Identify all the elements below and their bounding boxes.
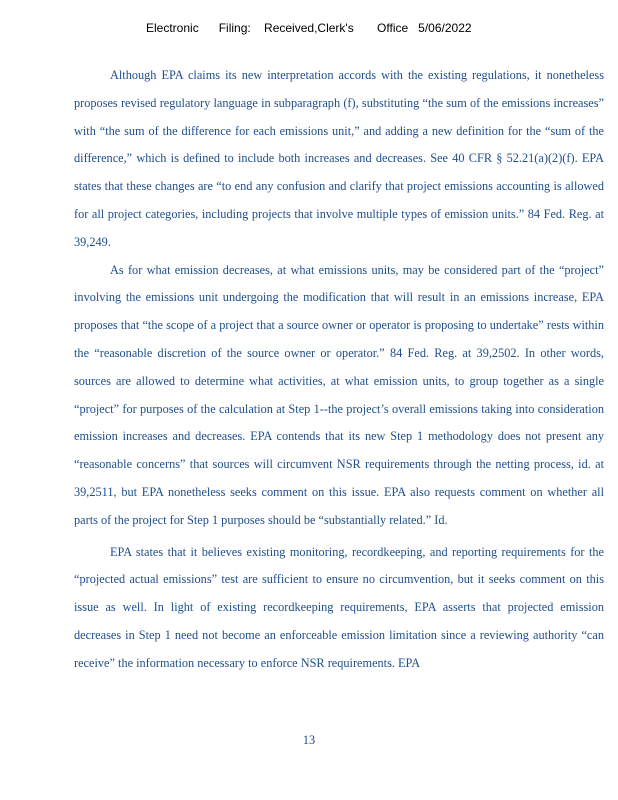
document-body xyxy=(74,62,604,678)
filing-stamp-header: Electronic Filing: Received,Clerk's Office 5/06/2022 xyxy=(146,21,472,35)
paragraph-3 xyxy=(74,539,604,678)
paragraph-1 xyxy=(74,62,604,257)
page-number: 13 xyxy=(302,733,316,747)
paragraph-1-text: Although EPA claims its new interpretation accords with the existing regulations, it nonetheless proposes revised regulatory language in subparagraph (f), substituting “the sum of the emissions increases” with “the sum of the difference for each emissions unit,” and adding a new definition for the “sum of the difference,” which is defined to include both increases and decreases. See 40 CFR § 52.21(a)(2)(f). EPA states that these changes are “to end any confusion and clarify that project emissions accounting is allowed for all project categories, including projects that involve multiple types of emission units.” 84 Fed. Reg. at 39,249. xyxy=(74,68,604,249)
paragraph-2 xyxy=(74,257,604,535)
paragraph-3-text: EPA states that it believes existing monitoring, recordkeeping, and reporting requirements for the “projected actual emissions” test are sufficient to ensure no circumvention, but it seeks comment on this issue as well. In light of existing recordkeeping requirements, EPA asserts that projected emission decreases in Step 1 need not become an enforceable emission limitation since a reviewing authority “can receive” the information necessary to enforce NSR requirements. EPA xyxy=(74,544,604,670)
paragraph-2-text: As for what emission decreases, at what emissions units, may be considered part of the “project” involving the emissions unit undergoing the modification that will result in an emissions increase, EPA proposes that “the scope of a project that a source owner or operator is proposing to undertake” rests within the “reasonable discretion of the source owner or operator.” 84 Fed. Reg. at 39,2502. In other words, sources are allowed to determine what activities, at what emission units, to group together as a single “project” for purposes of the calculation at Step 1--the project’s overall emissions taking into consideration emission increases and decreases. EPA contends that its new Step 1 methodology does not present any “reasonable concerns” that sources will circumvent NSR requirements through the netting process, id. at 39,2511, but EPA nonetheless seeks comment on this issue. EPA also requests comment on whether all parts of the project for Step 1 purposes should be “substantially related.” Id. xyxy=(74,262,604,527)
